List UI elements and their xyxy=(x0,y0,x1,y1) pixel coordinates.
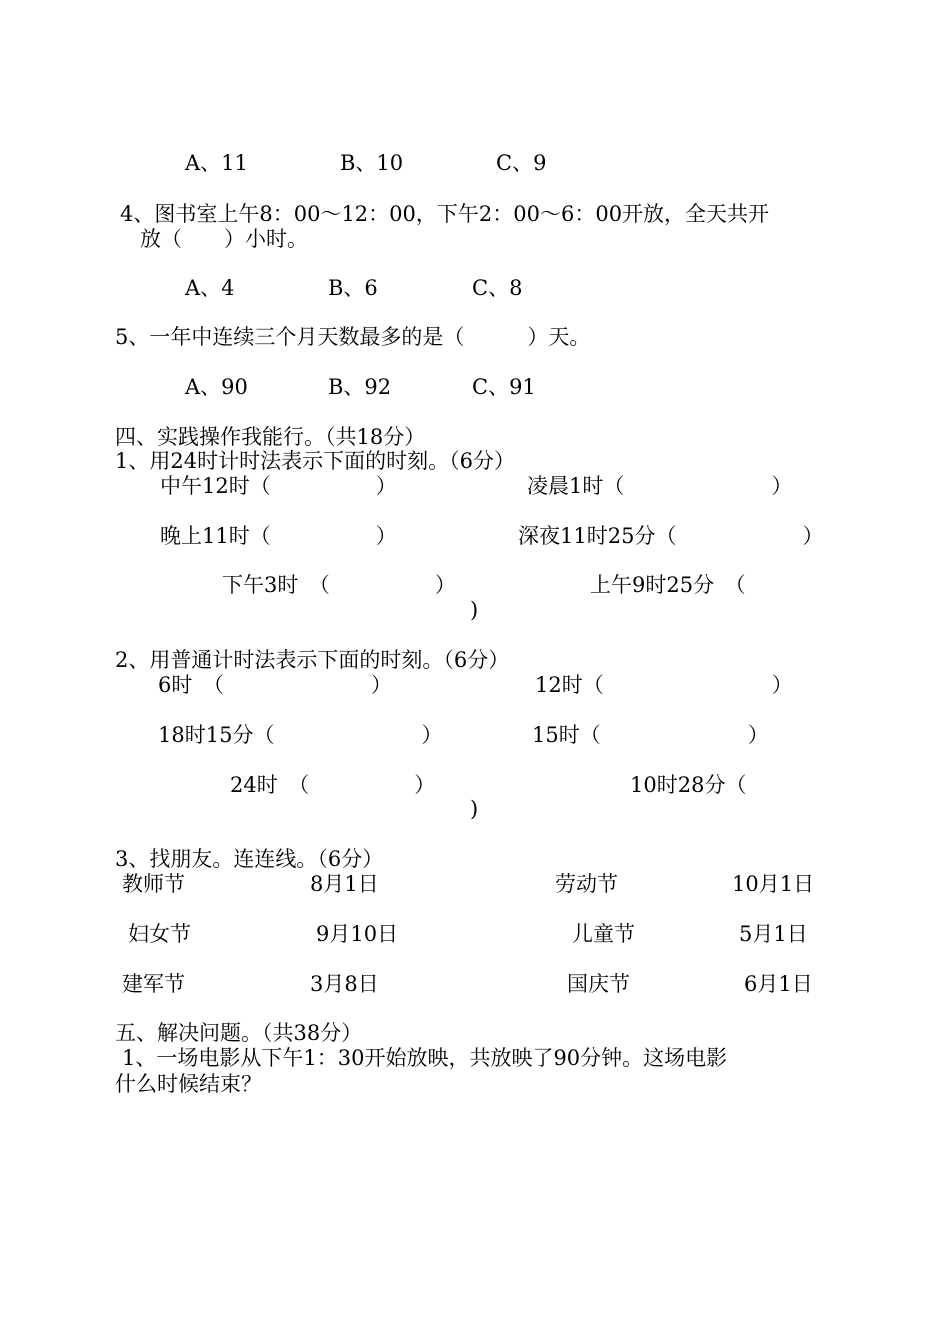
section5-q1-line2: 什么时候结束？ xyxy=(115,1072,262,1096)
festival-date: 3月8日 xyxy=(310,972,379,996)
part3-title: 3、找朋友。连连线。（6分） xyxy=(115,847,384,871)
part1-item: 下午3时 （ ） xyxy=(222,573,456,597)
section5-title: 五、解决问题。（共38分） xyxy=(115,1021,363,1045)
festival-name: 教师节 xyxy=(122,872,185,896)
q3-option-c: C、9 xyxy=(496,151,547,175)
festival-name: 国庆节 xyxy=(567,972,630,996)
part2-item: 6时 （ ） xyxy=(158,673,392,697)
part2-item: 18时15分（ ） xyxy=(158,723,443,747)
festival-date: 10月1日 xyxy=(732,872,815,896)
festival-name: 妇女节 xyxy=(128,922,191,946)
part2-item-close-paren: ) xyxy=(470,797,479,821)
festival-name: 儿童节 xyxy=(572,922,635,946)
part2-item: 15时（ ） xyxy=(532,723,769,747)
festival-date: 8月1日 xyxy=(310,872,379,896)
part1-item: 深夜11时25分（ ） xyxy=(518,524,824,548)
part1-item-close-paren: ) xyxy=(470,598,479,622)
part1-item: 中午12时（ ） xyxy=(160,474,397,498)
q5-option-c: C、91 xyxy=(472,375,536,399)
part2-title: 2、用普通计时法表示下面的时刻。（6分） xyxy=(115,648,510,672)
q4-text-line1: 4、图书室上午8：00～12：00，下午2：00～6：00开放，全天共开 xyxy=(120,202,770,226)
part2-item: 24时 （ ） xyxy=(230,773,436,797)
section5-q1-line1: 1、一场电影从下午1：30开始放映，共放映了90分钟。这场电影 xyxy=(122,1046,728,1070)
festival-date: 5月1日 xyxy=(739,922,808,946)
q4-option-c: C、8 xyxy=(472,276,523,300)
festival-date: 6月1日 xyxy=(744,972,813,996)
q5-text: 5、一年中连续三个月天数最多的是（ ）天。 xyxy=(115,325,591,349)
part2-item: 12时（ ） xyxy=(535,673,793,697)
q4-option-b: B、6 xyxy=(328,276,378,300)
section4-title: 四、实践操作我能行。（共18分） xyxy=(115,425,426,449)
q4-option-a: A、4 xyxy=(185,276,235,300)
q5-option-a: A、90 xyxy=(185,375,248,399)
festival-name: 劳动节 xyxy=(555,872,618,896)
q3-option-b: B、10 xyxy=(340,151,404,175)
part2-item: 10时28分（ xyxy=(630,773,747,797)
q3-option-a: A、11 xyxy=(185,151,248,175)
festival-name: 建军节 xyxy=(122,972,185,996)
part1-item: 凌晨1时（ ） xyxy=(527,474,793,498)
q5-option-b: B、92 xyxy=(328,375,392,399)
part1-title: 1、用24时计时法表示下面的时刻。（6分） xyxy=(115,449,515,473)
festival-date: 9月10日 xyxy=(316,922,399,946)
q4-text-line2: 放（ ）小时。 xyxy=(140,227,308,251)
part1-item: 晚上11时（ ） xyxy=(160,524,397,548)
part1-item: 上午9时25分 （ xyxy=(590,573,746,597)
